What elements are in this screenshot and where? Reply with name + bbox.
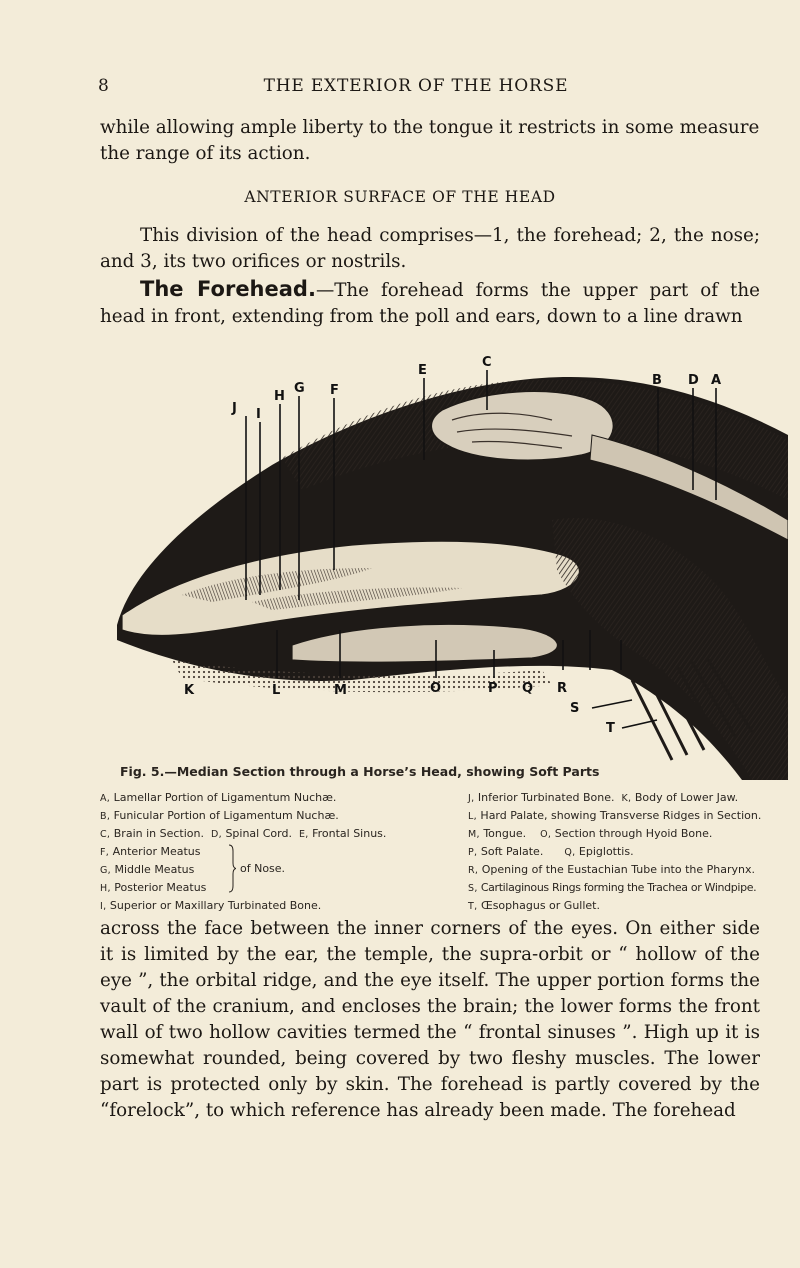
intro-line-2: the range of its action. xyxy=(100,143,311,164)
fig-label-s: S xyxy=(570,701,580,716)
fig-label-f: F xyxy=(330,383,339,398)
legend-item-t: T, Œsophagus or Gullet. xyxy=(468,899,600,912)
fig-label-i: I xyxy=(256,407,261,422)
legend-item-m-o: M, Tongue. O, Section through Hyoid Bone. xyxy=(468,827,713,840)
legend-item-l: L, Hard Palate, showing Transverse Ridges in Section. xyxy=(468,809,762,822)
nose-group-label: of Nose. xyxy=(240,862,286,875)
division-paragraph: This division of the head comprises—1, the forehead; 2, the nose; and 3, its two orifices or nostrils. xyxy=(100,225,760,272)
figure-caption: Fig. 5.—Median Section through a Horse’s Head, showing Soft Parts xyxy=(120,764,600,779)
legend-item-a: A, Lamellar Portion of Ligamentum Nuchæ. xyxy=(100,791,337,804)
fig-label-e: E xyxy=(418,363,427,378)
legend-right-column xyxy=(468,789,778,915)
legend-item-h: H, Posterior Meatus xyxy=(100,881,207,894)
forehead-runin-heading: The Forehead. xyxy=(140,277,316,301)
legend-left-column xyxy=(100,789,460,915)
legend-item-c-d-e: C, Brain in Section. D, Spinal Cord. E, Frontal Sinus. xyxy=(100,827,387,840)
fig-label-r: R xyxy=(557,681,568,696)
fig-label-o: O xyxy=(430,681,442,696)
fig-label-p: P xyxy=(488,681,498,696)
fig-label-a: A xyxy=(711,373,722,388)
median-section-figure xyxy=(112,340,788,780)
fig-label-k: K xyxy=(184,683,195,698)
body-paragraph: across the face between the inner corners of the eyes. On either side it is limited by the ear, the temple, the supra-orbit or “ hollow of the eye ”, the orbital ridge, and the eye itself. The upper portion forms the vault of the cranium, and encloses the brain; the lower forms the front wall of two hollow cavities termed the “ frontal sinuses ”. High up it is somewhat rounded, being covered by two fleshy muscles. The lower part is protected only by skin. The forehead is partly covered by the “forelock”, to which reference has already been made. The forehead xyxy=(100,918,760,1121)
fig-label-l: L xyxy=(272,683,281,698)
fig-label-j: J xyxy=(232,401,237,416)
page-number: 8 xyxy=(98,76,109,96)
section-heading: ANTERIOR SURFACE OF THE HEAD xyxy=(244,188,556,206)
fig-label-b: B xyxy=(652,373,662,388)
legend-nose-group xyxy=(100,843,460,897)
fig-label-c: C xyxy=(482,355,492,370)
legend-item-i: I, Superior or Maxillary Turbinated Bone. xyxy=(100,899,322,912)
page-header xyxy=(92,76,740,100)
fig-label-t: T xyxy=(606,721,615,736)
fig-label-q: Q xyxy=(522,681,534,696)
forehead-intro-text: —The forehead forms the upper part of the head in front, extending from the poll and ears, down to a line drawn xyxy=(100,280,760,327)
intro-line-1: while allowing ample liberty to the tongue it restricts in some measure xyxy=(100,117,760,138)
running-title: THE EXTERIOR OF THE HORSE xyxy=(263,76,569,96)
fig-label-m: M xyxy=(334,683,347,698)
legend-item-j-k: J, Inferior Turbinated Bone. K, Body of Lower Jaw. xyxy=(468,791,739,804)
fig-label-h: H xyxy=(274,389,285,404)
legend-item-r: R, Opening of the Eustachian Tube into the Pharynx. xyxy=(468,863,755,876)
legend-item-b: B, Funicular Portion of Ligamentum Nuchæ. xyxy=(100,809,339,822)
fig-label-d: D xyxy=(688,373,699,388)
forehead-paragraph xyxy=(100,276,760,330)
legend-item-f: F, Anterior Meatus xyxy=(100,845,201,858)
legend-item-s: S, Cartilaginous Rings forming the Trachea or Windpipe. xyxy=(468,881,757,894)
brace-icon xyxy=(228,843,236,894)
fig-label-g: G xyxy=(294,381,305,396)
legend-item-g: G, Middle Meatus xyxy=(100,863,195,876)
legend-item-p-q: P, Soft Palate. Q, Epiglottis. xyxy=(468,845,634,858)
